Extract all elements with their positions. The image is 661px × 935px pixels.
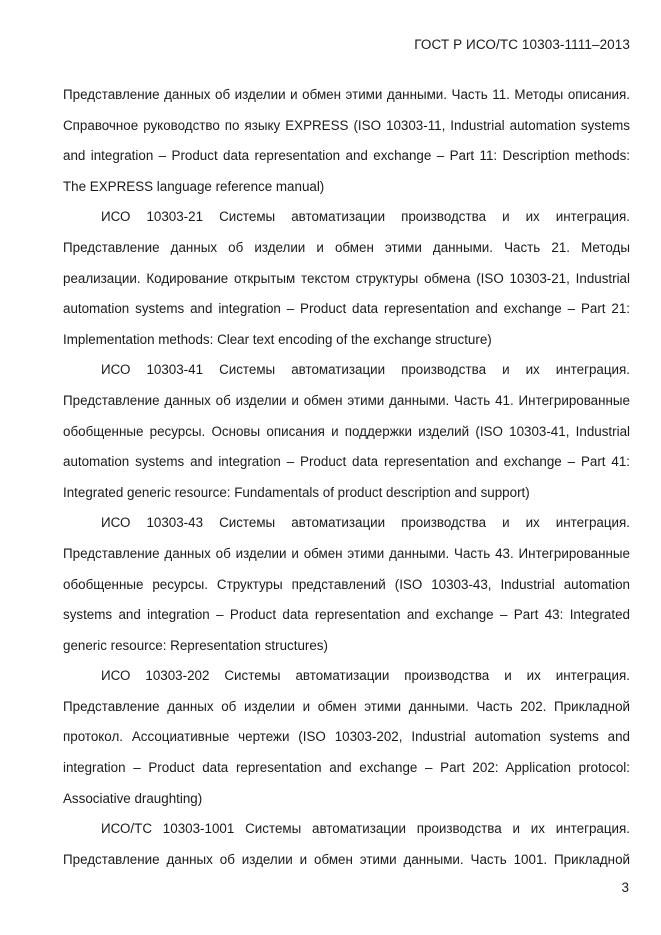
reference-paragraph-iso-10303-202: ИСО 10303-202 Системы автоматизации производства и их интеграция. Представление данных об изделии и обмен этими данными. Часть 202. Прикладной протокол. Ассоциативные чертежи (ISO 10303-202, Industrial automation systems and integration – Product data representation and exchange – Part 202: Application protocol: Associative draughting) [63, 668, 630, 806]
page-number: 3 [621, 880, 629, 895]
reference-paragraph-iso-10303-21: ИСО 10303-21 Системы автоматизации производства и их интеграция. Представление данных об изделии и обмен этими данными. Часть 21. Методы реализации. Кодирование открытым текстом структуры обмена (ISO 10303-21, Industrial automation systems and integration – Product data representation and exchange – Part 21: Implementation methods: Clear text encoding of the exchange structure) [63, 209, 630, 347]
document-header: ГОСТ Р ИСО/ТС 10303-1111–2013 [414, 37, 630, 52]
reference-paragraph-iso-10303-41: ИСО 10303-41 Системы автоматизации производства и их интеграция. Представление данных об изделии и обмен этими данными. Часть 41. Интегрированные обобщенные ресурсы. Основы описания и поддержки изделий (ISO 10303-41, Industrial automation systems and integration – Product data representation and exchange – Part 41: Integrated generic resource: Fundamentals of product description and support) [63, 362, 630, 500]
reference-paragraph-iso-ts-10303-1001: ИСО/ТС 10303-1001 Системы автоматизации производства и их интеграция. Представление данных об изделии и обмен этими данными. Часть 1001. Прикладной [63, 821, 630, 867]
reference-paragraph-continued: Представление данных об изделии и обмен этими данными. Часть 11. Методы описания. Справочное руководство по языку EXPRESS (ISO 10303-11, Industrial automation systems and integration – Product data representation and exchange – Part 11: Description methods: The EXPRESS language reference manual) [63, 87, 630, 194]
document-body [63, 80, 630, 875]
reference-paragraph-iso-10303-43: ИСО 10303-43 Системы автоматизации производства и их интеграция. Представление данных об изделии и обмен этими данными. Часть 43. Интегрированные обобщенные ресурсы. Структуры представлений (ISO 10303-43, Industrial automation systems and integration – Product data representation and exchange – Part 43: Integrated generic resource: Representation structures) [63, 515, 630, 653]
